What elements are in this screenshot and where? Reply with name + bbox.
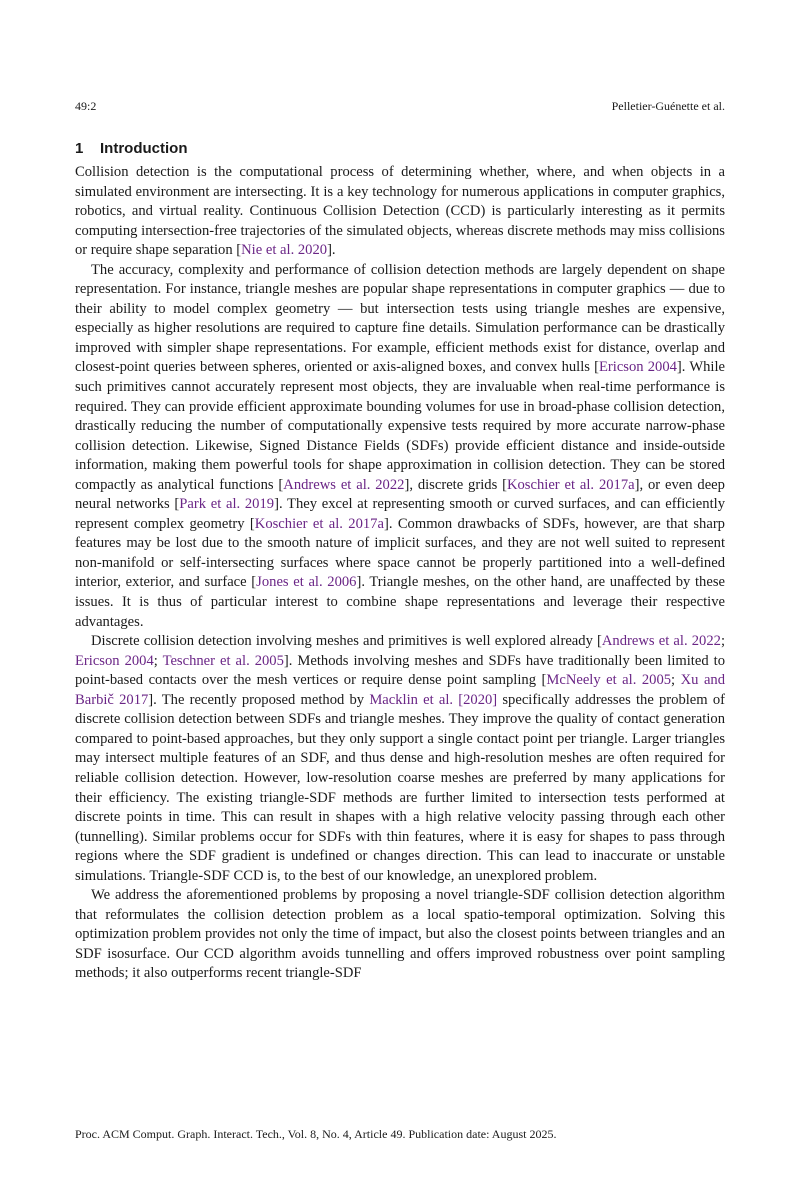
citation-link[interactable]: Ericson 2004	[75, 652, 154, 669]
running-header	[75, 99, 725, 114]
paragraph-text: ;	[671, 672, 681, 689]
citation-link[interactable]: Nie et al. 2020	[241, 242, 328, 259]
citation-link[interactable]: Macklin et al. [2020]	[369, 691, 498, 708]
paragraph-text: ]. The recently proposed method by	[148, 691, 370, 708]
paragraph-text: ;	[153, 652, 163, 669]
paragraph-text: ]. Methods involving meshes and SDFs have traditionally been limited to point-based contacts over the mesh vertices or require dense point sampling [	[75, 652, 725, 689]
section-heading	[75, 140, 187, 157]
paragraph-text: ]. While such primitives cannot accurately represent most objects, they are invaluable when real-time performance is required. They can provide efficient approximate bounding volumes for use in broad-phase collision detection, drastically reducing the number of computationally expensive tests required by more accurate narrow-phase collision detection. Likewise, Signed Distance Fields (SDFs) provide efficient distance and inside-outside information, making them powerful tools for shape approximation in collision detection. They can be stored compactly as analytical functions [	[75, 359, 725, 493]
paragraph-text: ;	[720, 633, 725, 650]
citation-link[interactable]: Koschier et al. 2017a	[506, 476, 635, 493]
section-number: 1	[75, 140, 84, 157]
paragraph	[75, 632, 725, 886]
paragraph-text: specifically addresses the problem of discrete collision detection between SDFs and triangle meshes. They improve the quality of contact generation compared to point-based approaches, but they only support a single contact point per triangle. Larger triangles may intersect multiple features of an SDF, and thus dense and high-resolution meshes are often required for reliable collision detection. However, low-resolution coarse meshes are preferred by many applications for their efficiency. The existing triangle-SDF methods are further limited to intersection tests performed at discrete points in time. This can result in shapes with a high relative velocity passing through each other (tunnelling). Similar problems occur for SDFs with thin features, where it is easy for shapes to pass through regions where the SDF gradient is undefined or changes direction. This can lead to inaccurate or unstable simulations. Triangle-SDF CCD is, to the best of our knowledge, an unexplored problem.	[75, 691, 725, 884]
paper-page	[75, 0, 725, 1184]
section-title: Introduction	[100, 140, 188, 157]
citation-link[interactable]: Ericson 2004	[598, 359, 677, 376]
citation-link[interactable]: Andrews et al. 2022	[283, 476, 405, 493]
citation-link[interactable]: Xu and Barbič 2017	[75, 672, 726, 708]
paragraph-text: ], discrete grids [	[404, 476, 507, 493]
paragraph-text: ]. Triangle meshes, on the other hand, are unaffected by these issues. It is thus of particular interest to combine shape representations and leverage their respective advantages.	[75, 574, 725, 630]
paragraph-text: The accuracy, complexity and performance of collision detection methods are largely dependent on shape representation. For instance, triangle meshes are popular shape representations in computer graphics — due to their ability to model complex geometry — but intersection tests using triangle meshes are expensive, especially as higher resolutions are required to capture fine details. Simulation performance can be drastically improved with simpler shape representations. For example, efficient methods exist for distance, overlap and closest-point queries between spheres, oriented or axis-aligned boxes, and convex hulls [	[75, 261, 725, 376]
citation-link[interactable]: McNeely et al. 2005	[546, 672, 672, 689]
paragraph	[75, 163, 725, 261]
body-text	[75, 163, 725, 984]
citation-link[interactable]: Koschier et al. 2017a	[254, 515, 384, 532]
author-line: Pelletier-Guénette et al.	[611, 99, 725, 113]
paragraph-text: ].	[327, 242, 336, 259]
paragraph-text: ]. Common drawbacks of SDFs, however, are that sharp features may be lost due to the smooth nature of implicit surfaces, and they are not well suited to represent non-manifold or self-intersecting surfaces where space cannot be properly partitioned into a well-defined interior, exterior, and surface [	[75, 515, 725, 591]
page-number: 49:2	[75, 99, 97, 113]
paragraph-text: We address the aforementioned problems by proposing a novel triangle-SDF collision detection algorithm that reformulates the collision detection problem as a local spatio-temporal optimization. Solving this optimization problem provides not only the time of impact, but also the closest points between triangles and an SDF isosurface. Our CCD algorithm avoids tunnelling and offers improved robustness over point sampling methods; it also outperforms recent triangle-SDF	[75, 887, 725, 982]
paragraph-text: Collision detection is the computational process of determining whether, where, and when objects in a simulated environment are intersecting. It is a key technology for numerous applications in computer graphics, robotics, and virtual reality. Continuous Collision Detection (CCD) is particularly interesting as it permits computing intersection-free trajectories of the simulated objects, whereas discrete methods may miss collisions or require shape separation [	[75, 164, 725, 259]
paragraph	[75, 886, 725, 984]
paragraph-text: ], or even deep neural networks [	[75, 476, 725, 513]
citation-link[interactable]: Andrews et al. 2022	[601, 633, 721, 650]
paragraph-text: ]. They excel at representing smooth or curved surfaces, and can efficiently represent complex geometry [	[75, 496, 725, 532]
paragraph-text: Discrete collision detection involving meshes and primitives is well explored already [	[91, 633, 602, 650]
citation-link[interactable]: Jones et al. 2006	[256, 574, 357, 591]
citation-link[interactable]: Teschner et al. 2005	[162, 652, 284, 669]
citation-link[interactable]: Park et al. 2019	[179, 496, 275, 513]
page-footer: Proc. ACM Comput. Graph. Interact. Tech., Vol. 8, No. 4, Article 49. Publication date: August 2025.	[75, 1127, 557, 1141]
paragraph	[75, 261, 725, 632]
